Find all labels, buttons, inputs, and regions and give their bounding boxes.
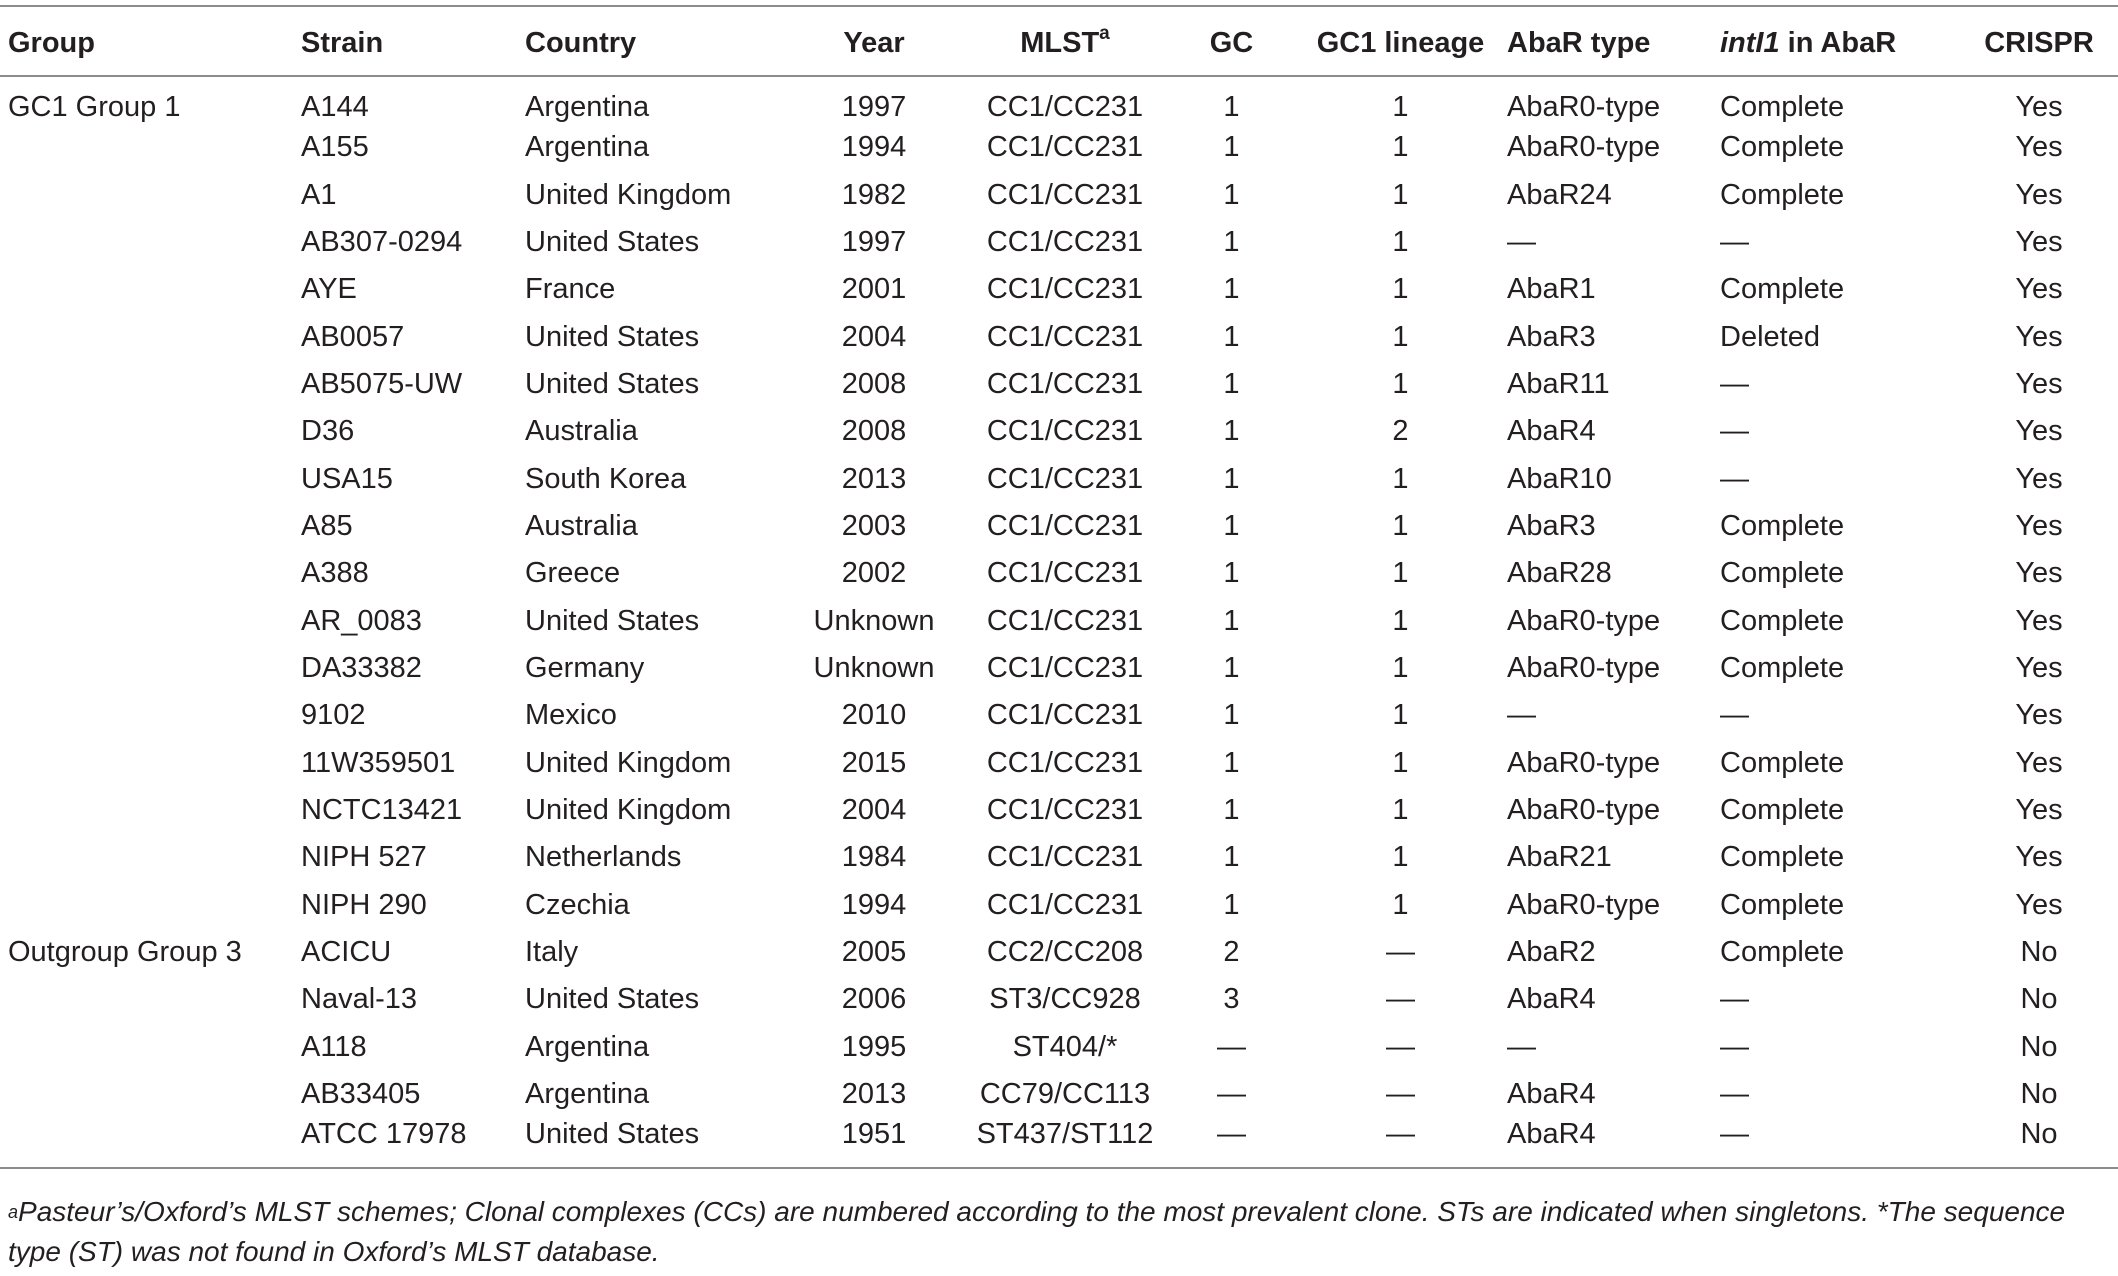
cell-gc: 1 [1223, 91, 1240, 123]
cell-strain: A1 [301, 178, 337, 211]
cell-group: GC1 Group 1 [8, 91, 181, 123]
cell-year: 1997 [841, 225, 907, 258]
cell-strain: A144 [301, 91, 369, 123]
cell-country: Greece [525, 557, 621, 590]
cell-abar-type: AbaR2 [1507, 936, 1596, 969]
cell-year: 1982 [841, 178, 907, 211]
cell-strain: D36 [301, 415, 355, 448]
cell-gc1-lineage: — [1386, 936, 1415, 969]
cell-group [0, 266, 293, 313]
cell-abar-type: AbaR24 [1507, 178, 1612, 211]
cell-country: Argentina [525, 1030, 650, 1063]
cell-strain: 11W359501 [301, 746, 456, 779]
cell-mlst: ST404/* [1012, 1030, 1118, 1063]
cell-crispr: No [2020, 936, 2058, 969]
cell-group [0, 739, 293, 786]
cell-gc: 1 [1223, 746, 1240, 779]
cell-intl1: Complete [1720, 936, 1845, 969]
cell-country: Argentina [525, 1078, 650, 1111]
cell-crispr: Yes [2015, 509, 2063, 542]
cell-country: United Kingdom [525, 178, 732, 211]
cell-strain: AB307-0294 [301, 225, 463, 258]
cell-gc: 3 [1223, 983, 1240, 1016]
cell-strain: NIPH 527 [301, 841, 427, 874]
cell-intl1: Complete [1720, 178, 1845, 211]
cell-intl1: Complete [1720, 91, 1845, 123]
table-row [0, 929, 2118, 976]
cell-crispr: Yes [2015, 225, 2063, 258]
cell-year: 2004 [841, 793, 907, 826]
cell-group [0, 976, 293, 1023]
cell-group [0, 834, 293, 881]
cell-gc1-lineage: 1 [1392, 651, 1409, 684]
cell-gc1-lineage: 1 [1392, 273, 1409, 306]
cell-intl1: — [1720, 1078, 1749, 1111]
cell-country: United States [525, 225, 700, 258]
header-gc1-lineage: GC1 lineage [1294, 6, 1499, 76]
cell-gc1-lineage: 1 [1392, 91, 1409, 123]
cell-gc1-lineage: — [1294, 1118, 1499, 1168]
footnote-marker: a [8, 1202, 19, 1222]
cell-intl1: Complete [1720, 131, 1845, 164]
table-row [0, 550, 2118, 597]
cell-gc1-lineage: 2 [1392, 415, 1409, 448]
cell-crispr: Yes [2015, 462, 2063, 495]
table-body [0, 76, 2118, 1168]
table-row [0, 455, 2118, 502]
cell-abar-type: AbaR0-type [1507, 604, 1661, 637]
table-row [0, 1024, 2118, 1071]
cell-year: 2002 [841, 557, 907, 590]
cell-group: Outgroup Group 3 [8, 936, 242, 969]
cell-gc1-lineage: 1 [1392, 841, 1409, 874]
cell-year: 2015 [841, 746, 907, 779]
table-row [0, 1071, 2118, 1118]
cell-abar-type: AbaR11 [1507, 367, 1610, 400]
cell-abar-type: AbaR0-type [1507, 131, 1661, 164]
header-intl1-rest: in AbaR [1779, 26, 1897, 59]
cell-year: 2008 [841, 367, 907, 400]
table-row [0, 503, 2118, 550]
cell-year: 2008 [841, 415, 907, 448]
cell-crispr: No [2020, 1078, 2058, 1111]
cell-mlst: CC1/CC231 [986, 841, 1144, 874]
cell-intl1: Complete [1720, 746, 1845, 779]
table-row [0, 882, 2118, 929]
cell-strain: ATCC 17978 [293, 1118, 517, 1168]
header-mlst [961, 6, 1161, 76]
cell-year: 2006 [841, 983, 907, 1016]
cell-group [0, 124, 293, 171]
cell-gc1-lineage: — [1386, 983, 1415, 1016]
cell-gc1-lineage: 1 [1392, 178, 1409, 211]
header-intl1 [1712, 6, 1952, 76]
cell-crispr: Yes [2015, 415, 2063, 448]
header-crispr: CRISPR [1952, 6, 2118, 76]
cell-country: Australia [525, 415, 638, 448]
cell-gc: 1 [1223, 131, 1240, 164]
strain-table [0, 5, 2118, 1169]
header-strain: Strain [293, 6, 517, 76]
cell-gc1-lineage: 1 [1392, 604, 1409, 637]
cell-strain: A85 [301, 509, 353, 542]
cell-strain: NCTC13421 [301, 793, 463, 826]
cell-mlst: CC1/CC231 [986, 273, 1144, 306]
cell-gc1-lineage: 1 [1392, 793, 1409, 826]
cell-country: United States [525, 604, 700, 637]
cell-gc1-lineage: 1 [1392, 320, 1409, 353]
table-row [0, 976, 2118, 1023]
cell-mlst: CC1/CC231 [986, 178, 1144, 211]
cell-crispr: Yes [2015, 320, 2063, 353]
cell-intl1: Complete [1720, 273, 1845, 306]
cell-intl1: — [1720, 983, 1749, 1016]
cell-crispr: Yes [2015, 557, 2063, 590]
header-row [0, 6, 2118, 76]
cell-group [0, 1024, 293, 1071]
cell-gc: 1 [1223, 793, 1240, 826]
cell-year: Unknown [813, 651, 935, 684]
table-row [0, 692, 2118, 739]
cell-gc1-lineage: 1 [1392, 557, 1409, 590]
cell-crispr: Yes [2015, 841, 2063, 874]
cell-year: 2001 [841, 273, 907, 306]
cell-crispr: No [1952, 1118, 2118, 1168]
header-country: Country [517, 6, 779, 76]
cell-intl1: Complete [1720, 651, 1845, 684]
table-row [0, 1118, 2118, 1168]
table-row [0, 787, 2118, 834]
cell-gc: 1 [1223, 462, 1240, 495]
cell-group [0, 408, 293, 455]
cell-country: United Kingdom [525, 793, 732, 826]
cell-mlst: CC1/CC231 [986, 415, 1144, 448]
cell-group [0, 645, 293, 692]
cell-gc: — [1217, 1078, 1246, 1111]
cell-year: 2003 [841, 509, 907, 542]
cell-mlst: CC1/CC231 [986, 557, 1144, 590]
cell-gc1-lineage: 1 [1392, 225, 1409, 258]
cell-abar-type: AbaR4 [1507, 983, 1596, 1016]
cell-group [0, 455, 293, 502]
cell-gc: 1 [1223, 415, 1240, 448]
cell-abar-type: — [1507, 225, 1536, 258]
cell-gc: 1 [1223, 699, 1240, 732]
cell-strain: 9102 [301, 699, 366, 732]
cell-country: South Korea [525, 462, 687, 495]
cell-intl1: Complete [1720, 841, 1845, 874]
cell-abar-type: — [1507, 1030, 1536, 1063]
cell-gc1-lineage: 1 [1392, 746, 1409, 779]
cell-country: United States [525, 320, 700, 353]
table-row [0, 76, 2118, 124]
cell-gc: 1 [1223, 367, 1240, 400]
cell-mlst: CC1/CC231 [986, 793, 1144, 826]
cell-crispr: Yes [2015, 604, 2063, 637]
cell-gc: 1 [1223, 651, 1240, 684]
cell-year: 2013 [841, 462, 907, 495]
table-row [0, 834, 2118, 881]
cell-abar-type: AbaR3 [1507, 320, 1596, 353]
cell-intl1: — [1720, 462, 1749, 495]
cell-gc: 1 [1223, 320, 1240, 353]
cell-crispr: No [2020, 1030, 2058, 1063]
cell-year: 1994 [841, 888, 907, 921]
cell-abar-type: AbaR3 [1507, 509, 1596, 542]
cell-intl1: — [1720, 367, 1749, 400]
header-gc: GC [1161, 6, 1294, 76]
cell-group [0, 597, 293, 644]
cell-gc: 1 [1223, 178, 1240, 211]
table-row [0, 408, 2118, 455]
cell-country: Argentina [525, 131, 650, 164]
cell-gc: 1 [1223, 225, 1240, 258]
cell-mlst: CC1/CC231 [986, 225, 1144, 258]
cell-group [0, 882, 293, 929]
cell-crispr: Yes [2015, 131, 2063, 164]
cell-country: Mexico [525, 699, 617, 732]
cell-strain: A118 [301, 1030, 367, 1063]
cell-country: United Kingdom [525, 746, 732, 779]
header-year: Year [779, 6, 961, 76]
cell-year: 1994 [841, 131, 907, 164]
cell-group [0, 313, 293, 360]
cell-country: Australia [525, 509, 638, 542]
cell-intl1: — [1720, 1030, 1749, 1063]
cell-gc1-lineage: — [1386, 1078, 1415, 1111]
table-row [0, 313, 2118, 360]
cell-intl1: — [1720, 699, 1749, 732]
table-row [0, 266, 2118, 313]
cell-gc1-lineage: 1 [1392, 131, 1409, 164]
cell-intl1: — [1720, 225, 1749, 258]
cell-strain: Naval-13 [301, 983, 418, 1016]
cell-mlst: CC1/CC231 [986, 699, 1144, 732]
cell-group [0, 550, 293, 597]
cell-crispr: Yes [2015, 651, 2063, 684]
cell-mlst: CC1/CC231 [986, 320, 1144, 353]
cell-strain: NIPH 290 [301, 888, 427, 921]
cell-strain: DA33382 [301, 651, 422, 684]
cell-gc: 1 [1223, 841, 1240, 874]
cell-year: 1951 [779, 1118, 961, 1168]
cell-country: United States [525, 367, 700, 400]
cell-year: 2010 [841, 699, 907, 732]
cell-abar-type: AbaR0-type [1507, 91, 1661, 123]
table-row [0, 361, 2118, 408]
cell-intl1: — [1712, 1118, 1952, 1168]
cell-group [0, 171, 293, 218]
cell-strain: AB33405 [301, 1078, 421, 1111]
cell-country: Argentina [525, 91, 650, 123]
cell-gc1-lineage: 1 [1392, 699, 1409, 732]
cell-mlst: CC1/CC231 [986, 91, 1144, 123]
cell-abar-type: AbaR10 [1507, 462, 1612, 495]
cell-mlst: CC1/CC231 [986, 888, 1144, 921]
cell-crispr: Yes [2015, 793, 2063, 826]
cell-gc1-lineage: 1 [1392, 367, 1409, 400]
cell-mlst: ST437/ST112 [961, 1118, 1161, 1168]
table-row [0, 219, 2118, 266]
cell-gc: 2 [1223, 936, 1240, 969]
cell-country: France [525, 273, 616, 306]
header-abar-type: AbaR type [1499, 6, 1712, 76]
cell-intl1: Complete [1720, 604, 1845, 637]
cell-country: Netherlands [525, 841, 682, 874]
cell-intl1: — [1720, 415, 1749, 448]
cell-abar-type: AbaR0-type [1507, 746, 1661, 779]
table-row [0, 645, 2118, 692]
cell-gc: 1 [1223, 604, 1240, 637]
cell-country: Germany [525, 651, 645, 684]
cell-abar-type: AbaR4 [1499, 1118, 1712, 1168]
cell-gc: 1 [1223, 888, 1240, 921]
cell-group [0, 1118, 293, 1168]
cell-mlst: CC1/CC231 [986, 367, 1144, 400]
cell-strain: AR_0083 [301, 604, 422, 637]
cell-gc: 1 [1223, 273, 1240, 306]
cell-gc1-lineage: 1 [1392, 462, 1409, 495]
table-footnote [8, 1192, 2108, 1272]
cell-crispr: Yes [2015, 178, 2063, 211]
cell-crispr: Yes [2015, 888, 2063, 921]
cell-abar-type: AbaR0-type [1507, 793, 1661, 826]
cell-gc: — [1161, 1118, 1294, 1168]
cell-abar-type: AbaR1 [1507, 273, 1596, 306]
cell-abar-type: AbaR0-type [1507, 651, 1661, 684]
cell-intl1: Complete [1720, 793, 1845, 826]
header-mlst-footnote-marker: a [1099, 22, 1110, 44]
table-row [0, 124, 2118, 171]
cell-mlst: CC1/CC231 [986, 651, 1144, 684]
table-row [0, 739, 2118, 786]
cell-strain: AB5075-UW [301, 367, 463, 400]
cell-abar-type: AbaR4 [1507, 415, 1596, 448]
cell-group [0, 503, 293, 550]
cell-mlst: CC2/CC208 [986, 936, 1144, 969]
table-row [0, 171, 2118, 218]
cell-mlst: CC1/CC231 [986, 509, 1144, 542]
cell-crispr: Yes [2015, 91, 2063, 123]
cell-strain: ACICU [301, 936, 392, 969]
cell-abar-type: AbaR21 [1507, 841, 1612, 874]
cell-crispr: Yes [2015, 699, 2063, 732]
cell-strain: A155 [301, 131, 369, 164]
cell-mlst: CC1/CC231 [986, 746, 1144, 779]
cell-crispr: No [2020, 983, 2058, 1016]
cell-strain: AYE [301, 273, 357, 306]
cell-year: 1995 [841, 1030, 907, 1063]
cell-country: Czechia [525, 888, 630, 921]
header-group: Group [0, 6, 293, 76]
cell-abar-type: AbaR4 [1507, 1078, 1596, 1111]
cell-year: 1997 [841, 91, 907, 123]
cell-crispr: Yes [2015, 273, 2063, 306]
header-intl1-gene: intI1 [1720, 26, 1780, 59]
cell-intl1: Deleted [1720, 320, 1820, 353]
cell-abar-type: AbaR0-type [1507, 888, 1661, 921]
cell-mlst: ST3/CC928 [989, 983, 1141, 1016]
cell-gc: 1 [1223, 509, 1240, 542]
cell-mlst: CC1/CC231 [986, 604, 1144, 637]
cell-mlst: CC1/CC231 [986, 131, 1144, 164]
cell-country: Italy [525, 936, 579, 969]
cell-gc1-lineage: — [1386, 1030, 1415, 1063]
cell-gc: — [1217, 1030, 1246, 1063]
cell-year: Unknown [813, 604, 935, 637]
cell-gc1-lineage: 1 [1392, 888, 1409, 921]
cell-year: 2005 [841, 936, 907, 969]
cell-abar-type: AbaR28 [1507, 557, 1612, 590]
cell-group [0, 787, 293, 834]
cell-group [0, 219, 293, 266]
cell-intl1: Complete [1720, 888, 1845, 921]
cell-intl1: Complete [1720, 509, 1845, 542]
cell-year: 2004 [841, 320, 907, 353]
cell-year: 1984 [841, 841, 907, 874]
header-mlst-label: MLST [1020, 26, 1100, 59]
cell-intl1: Complete [1720, 557, 1845, 590]
cell-crispr: Yes [2015, 746, 2063, 779]
cell-strain: A388 [301, 557, 369, 590]
cell-gc1-lineage: 1 [1392, 509, 1409, 542]
cell-strain: AB0057 [301, 320, 405, 353]
cell-country: United States [517, 1118, 779, 1168]
cell-strain: USA15 [301, 462, 393, 495]
cell-abar-type: — [1507, 699, 1536, 732]
cell-crispr: Yes [2015, 367, 2063, 400]
table-row [0, 597, 2118, 644]
cell-country: United States [525, 983, 700, 1016]
cell-group [0, 361, 293, 408]
cell-mlst: CC1/CC231 [986, 462, 1144, 495]
cell-gc: 1 [1223, 557, 1240, 590]
cell-year: 2013 [841, 1078, 907, 1111]
footnote-text: Pasteur’s/Oxford’s MLST schemes; Clonal complexes (CCs) are numbered according to the most prevalent clone. STs are indicated when singletons. *The sequence type (ST) was not found in Oxford’s MLST database. [8, 1196, 2066, 1267]
cell-group [0, 1071, 293, 1118]
cell-group [0, 692, 293, 739]
cell-mlst: CC79/CC113 [979, 1078, 1151, 1111]
